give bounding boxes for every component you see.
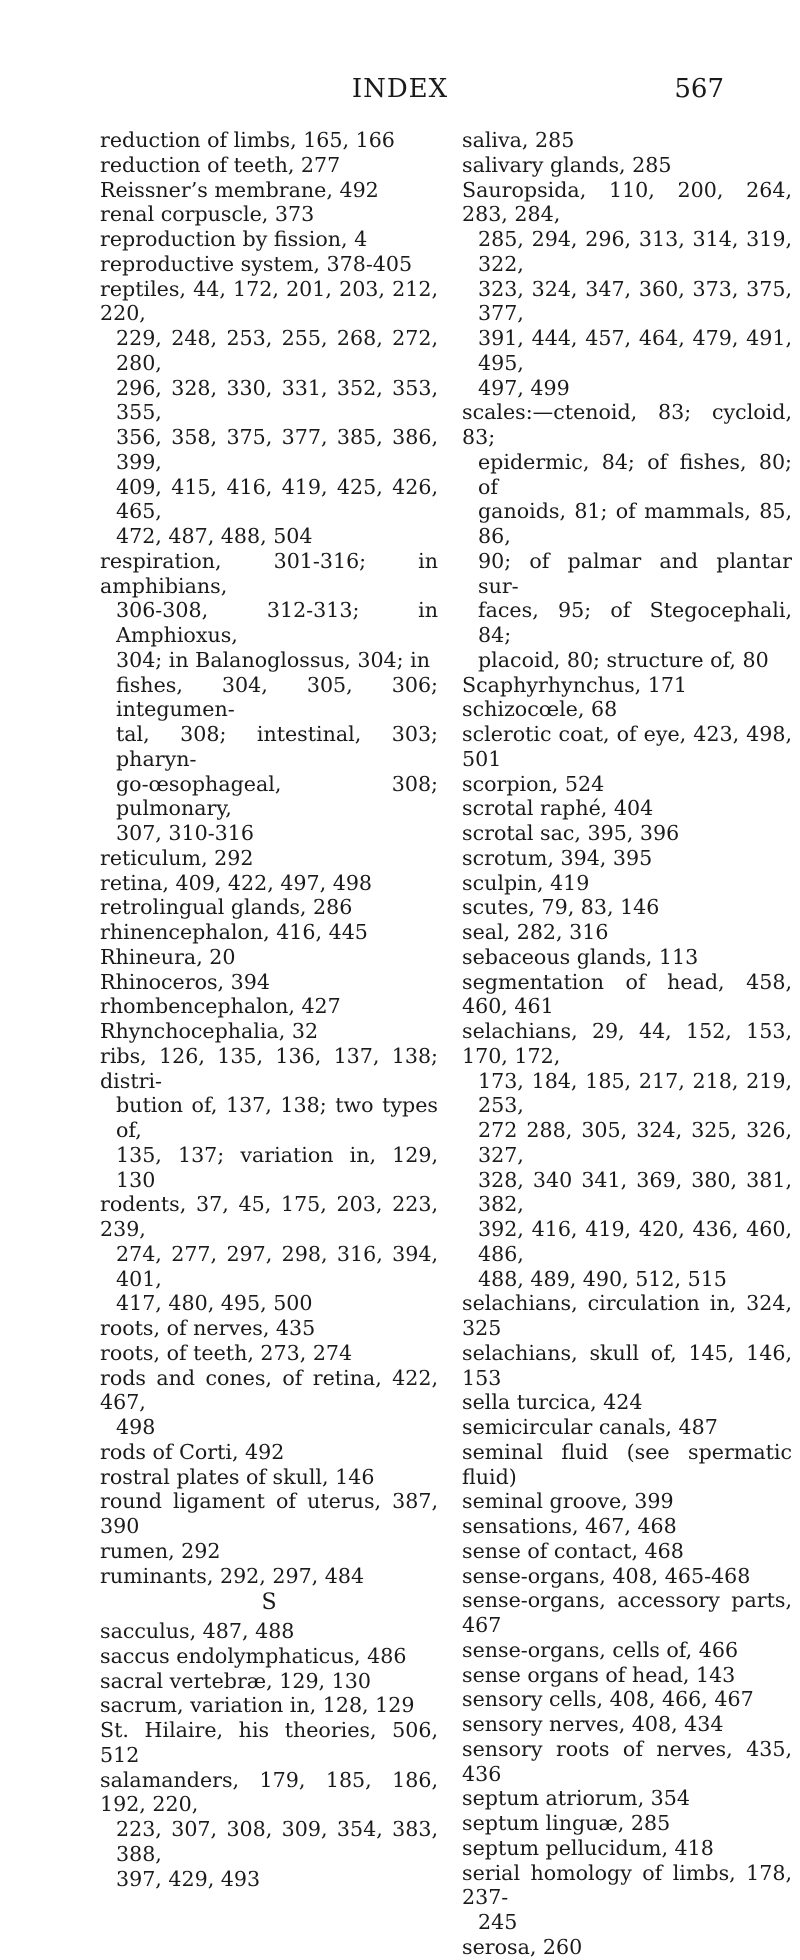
index-entry-line: sense-organs, cells of, 466 bbox=[462, 1637, 739, 1662]
index-entry bbox=[100, 871, 438, 896]
index-entry-line: ribs, 126, 135, 136, 137, 138; distri- bbox=[100, 1043, 438, 1093]
page-header bbox=[0, 74, 800, 110]
left-column bbox=[100, 128, 438, 1891]
index-entry-line: reproduction by fission, 4 bbox=[100, 227, 368, 251]
index-entry-line: sensory nerves, 408, 434 bbox=[462, 1712, 724, 1736]
index-entry bbox=[462, 1712, 792, 1737]
index-entry-continuation: 498 bbox=[116, 1415, 156, 1439]
index-entry bbox=[462, 153, 792, 178]
index-entry-line: Scaphyrhynchus, 171 bbox=[462, 672, 688, 697]
index-entry bbox=[462, 673, 792, 698]
index-entry bbox=[100, 202, 438, 227]
index-entry-continuation: 307, 310-316 bbox=[116, 821, 254, 845]
index-entry bbox=[462, 970, 792, 1020]
index-entry-continuation: fishes, 304, 305, 306; integumen- bbox=[116, 672, 438, 722]
index-entry-line: septum atriorum, 354 bbox=[462, 1786, 690, 1811]
section-letter-heading: S bbox=[261, 1590, 277, 1616]
index-entry-line: reptiles, 44, 172, 201, 203, 212, 220, bbox=[100, 276, 438, 326]
index-entry bbox=[100, 1693, 438, 1718]
right-column bbox=[462, 128, 792, 1960]
index-entry-line: reticulum, 292 bbox=[100, 845, 254, 870]
index-entry-line: serial homology of limbs, 178, 237- bbox=[462, 1860, 792, 1910]
index-entry-line: selachians, 29, 44, 152, 153, 170, 172, bbox=[462, 1019, 792, 1068]
index-entry-line: semicircular canals, 487 bbox=[462, 1415, 718, 1439]
index-entry-line: Rhinoceros, 394 bbox=[100, 969, 270, 994]
index-entry bbox=[100, 970, 438, 995]
index-entry-continuation: 488, 489, 490, 512, 515 bbox=[478, 1266, 727, 1291]
index-entry bbox=[100, 1619, 438, 1644]
index-entry-line: saccus endolymphaticus, 486 bbox=[100, 1643, 407, 1668]
index-entry bbox=[100, 1465, 438, 1490]
index-entry bbox=[462, 1935, 792, 1960]
index-entry-line: seminal fluid (see spermatic fluid) bbox=[462, 1439, 792, 1489]
index-entry-line: roots, of teeth, 273, 274 bbox=[100, 1340, 353, 1365]
index-entry-line: sacral vertebræ, 129, 130 bbox=[100, 1668, 371, 1693]
index-entry bbox=[100, 1192, 438, 1316]
index-entry-line: reproductive system, 378-405 bbox=[100, 251, 413, 276]
index-entry-line: sacrum, variation in, 128, 129 bbox=[100, 1693, 415, 1718]
left-s-entries bbox=[100, 1619, 438, 1891]
index-entry bbox=[462, 1564, 792, 1589]
index-entry-line: sacculus, 487, 488 bbox=[100, 1619, 295, 1643]
index-entry bbox=[462, 945, 792, 970]
index-entry bbox=[100, 1316, 438, 1341]
index-entry-continuation: 229, 248, 253, 255, 268, 272, 280, bbox=[116, 326, 438, 375]
index-entry bbox=[100, 227, 438, 252]
index-entry-continuation: 274, 277, 297, 298, 316, 394, 401, bbox=[116, 1241, 438, 1291]
index-entry bbox=[100, 1440, 438, 1465]
index-entry-line: salamanders, 179, 185, 186, 192, 220, bbox=[100, 1767, 438, 1817]
running-title: INDEX bbox=[351, 74, 449, 104]
index-entry bbox=[462, 697, 792, 722]
index-entry-line: seal, 282, 316 bbox=[462, 920, 609, 944]
index-entry-line: scrotal raphé, 404 bbox=[462, 796, 654, 821]
index-entry bbox=[462, 1737, 792, 1787]
index-entry-continuation: 397, 429, 493 bbox=[116, 1866, 261, 1891]
index-entry bbox=[462, 1539, 792, 1564]
index-entry bbox=[100, 994, 438, 1019]
index-entry-continuation: 328, 340 341, 369, 380, 381, 382, bbox=[478, 1167, 792, 1217]
index-entry-continuation: 417, 480, 495, 500 bbox=[116, 1291, 313, 1316]
index-entry bbox=[462, 1687, 792, 1712]
index-entry-line: selachians, skull of, 145, 146, 153 bbox=[462, 1340, 792, 1390]
index-entry bbox=[462, 772, 792, 797]
index-entry bbox=[100, 945, 438, 970]
index-entry-line: scrotum, 394, 395 bbox=[462, 845, 653, 870]
index-entry-continuation: tal, 308; intestinal, 303; pharyn- bbox=[116, 722, 438, 771]
index-entry bbox=[462, 1514, 792, 1539]
index-entry-line: Rhineura, 20 bbox=[100, 944, 236, 969]
index-entry-line: rhombencephalon, 427 bbox=[100, 994, 341, 1019]
index-entry-continuation: faces, 95; of Stegocephali, 84; bbox=[478, 598, 792, 647]
index-entry bbox=[462, 178, 792, 401]
index-entry-continuation: 223, 307, 308, 309, 354, 383, 388, bbox=[116, 1817, 438, 1866]
index-entry bbox=[462, 796, 792, 821]
index-entry-continuation: 392, 416, 419, 420, 436, 460, 486, bbox=[478, 1217, 792, 1266]
index-entry bbox=[462, 846, 792, 871]
index-entry-line: sensory cells, 408, 466, 467 bbox=[462, 1687, 754, 1712]
index-entry bbox=[100, 895, 438, 920]
index-entry-line: septum linguæ, 285 bbox=[462, 1811, 671, 1835]
index-entry bbox=[100, 1366, 438, 1440]
index-entry bbox=[100, 1044, 438, 1193]
index-entry-line: scutes, 79, 83, 146 bbox=[462, 895, 660, 920]
index-entry bbox=[462, 1390, 792, 1415]
index-entry bbox=[462, 1786, 792, 1811]
page-number: 567 bbox=[674, 74, 724, 104]
index-entry-continuation: bution of, 137, 138; two types of, bbox=[116, 1093, 438, 1142]
index-entry-line: rhinencephalon, 416, 445 bbox=[100, 920, 368, 944]
index-entry-continuation: 245 bbox=[478, 1910, 518, 1934]
index-entry bbox=[100, 252, 438, 277]
index-entry bbox=[100, 549, 438, 846]
index-entry-line: scorpion, 524 bbox=[462, 771, 605, 796]
index-entry-line: rods of Corti, 492 bbox=[100, 1439, 285, 1464]
index-entry-line: reduction of teeth, 277 bbox=[100, 152, 341, 177]
index-entry-continuation: 323, 324, 347, 360, 373, 375, 377, bbox=[478, 276, 792, 326]
index-entry-line: Sauropsida, 110, 200, 264, 283, 284, bbox=[462, 177, 792, 227]
index-entry-continuation: 173, 184, 185, 217, 218, 219, 253, bbox=[478, 1068, 792, 1118]
index-entry bbox=[462, 1415, 792, 1440]
index-entry-line: sebaceous glands, 113 bbox=[462, 944, 699, 969]
left-r-entries bbox=[100, 128, 438, 1588]
index-entry bbox=[100, 153, 438, 178]
index-entry bbox=[462, 1638, 792, 1663]
index-entry-line: rodents, 37, 45, 175, 203, 223, 239, bbox=[100, 1192, 438, 1241]
index-entry bbox=[100, 1539, 438, 1564]
index-entry-line: rostral plates of skull, 146 bbox=[100, 1464, 375, 1489]
index-entry-line: sense-organs, accessory parts, 467 bbox=[462, 1588, 792, 1637]
index-entry-line: saliva, 285 bbox=[462, 128, 575, 152]
index-entry-continuation: 409, 415, 416, 419, 425, 426, 465, bbox=[116, 474, 438, 524]
index-entry bbox=[462, 1440, 792, 1490]
index-entry-line: ruminants, 292, 297, 484 bbox=[100, 1563, 365, 1588]
index-entry bbox=[462, 1291, 792, 1341]
index-entry bbox=[462, 1836, 792, 1861]
index-entry-line: Reissner’s membrane, 492 bbox=[100, 177, 379, 202]
index-entry bbox=[100, 277, 438, 549]
index-entry bbox=[462, 1811, 792, 1836]
index-entry-continuation: 296, 328, 330, 331, 352, 353, 355, bbox=[116, 375, 438, 425]
index-entry bbox=[100, 1718, 438, 1768]
index-entry-line: retrolingual glands, 286 bbox=[100, 895, 353, 920]
index-entry bbox=[462, 920, 792, 945]
index-entry-line: roots, of nerves, 435 bbox=[100, 1316, 316, 1340]
index-entry-line: serosa, 260 bbox=[462, 1934, 583, 1959]
index-entry bbox=[100, 1019, 438, 1044]
index-entry bbox=[462, 1663, 792, 1688]
index-entry-continuation: 272 288, 305, 324, 325, 326, 327, bbox=[478, 1118, 792, 1167]
index-entry bbox=[100, 1341, 438, 1366]
index-entry bbox=[462, 1341, 792, 1391]
index-entry-continuation: 135, 137; variation in, 129, 130 bbox=[116, 1142, 438, 1192]
index-entry bbox=[100, 128, 438, 153]
index-entry-continuation: 497, 499 bbox=[478, 375, 570, 400]
index-entry-continuation: 90; of palmar and plantar sur- bbox=[478, 548, 792, 598]
index-entry bbox=[100, 846, 438, 871]
index-entry-line: salivary glands, 285 bbox=[462, 152, 672, 177]
index-entry-line: septum pellucidum, 418 bbox=[462, 1835, 714, 1860]
index-entry-line: renal corpuscle, 373 bbox=[100, 202, 315, 227]
index-entry-continuation: placoid, 80; structure of, 80 bbox=[478, 647, 769, 672]
index-entry bbox=[100, 1768, 438, 1892]
index-entry bbox=[462, 821, 792, 846]
index-entry bbox=[462, 1861, 792, 1935]
index-entry bbox=[100, 920, 438, 945]
index-entry-line: sense organs of head, 143 bbox=[462, 1662, 736, 1687]
index-entry-line: rods and cones, of retina, 422, 467, bbox=[100, 1365, 438, 1415]
index-entry-continuation: epidermic, 84; of fishes, 80; of bbox=[478, 449, 792, 499]
index-entry-continuation: 356, 358, 375, 377, 385, 386, 399, bbox=[116, 425, 438, 474]
index-entry bbox=[462, 871, 792, 896]
index-entry-continuation: 472, 487, 488, 504 bbox=[116, 524, 313, 548]
index-entry-continuation: 304; in Balanoglossus, 304; in bbox=[116, 647, 430, 672]
index-entry-line: Rhynchocephalia, 32 bbox=[100, 1019, 319, 1043]
index-entry-line: sensations, 467, 468 bbox=[462, 1514, 677, 1538]
index-entry bbox=[100, 1564, 438, 1589]
index-entry bbox=[462, 128, 792, 153]
index-entry-line: sculpin, 419 bbox=[462, 870, 590, 895]
index-entry bbox=[462, 1019, 792, 1291]
index-entry-line: scales:—ctenoid, 83; cycloid, 83; bbox=[462, 400, 792, 449]
index-entry bbox=[462, 895, 792, 920]
index-entry bbox=[462, 400, 792, 672]
index-entry-continuation: ganoids, 81; of mammals, 85, 86, bbox=[478, 499, 792, 548]
index-entry bbox=[462, 1588, 792, 1638]
index-entry bbox=[100, 178, 438, 203]
index-entry-line: segmentation of head, 458, 460, 461 bbox=[462, 969, 792, 1019]
index-entry-line: seminal groove, 399 bbox=[462, 1489, 674, 1514]
index-entry-line: sclerotic coat, of eye, 423, 498, 501 bbox=[462, 722, 792, 771]
index-entry-line: round ligament of uterus, 387, 390 bbox=[100, 1489, 438, 1538]
index-entry bbox=[462, 1489, 792, 1514]
index-entry-line: scrotal sac, 395, 396 bbox=[462, 821, 680, 845]
index-entry-continuation: go-œsophageal, 308; pulmonary, bbox=[116, 771, 438, 821]
index-entry-line: sella turcica, 424 bbox=[462, 1390, 643, 1415]
index-entry-line: rumen, 292 bbox=[100, 1538, 221, 1563]
index-entry-line: selachians, circulation in, 324, 325 bbox=[462, 1291, 792, 1340]
index-entry-continuation: 285, 294, 296, 313, 314, 319, 322, bbox=[478, 227, 792, 276]
index-entry-line: schizocœle, 68 bbox=[462, 697, 618, 722]
index-entry-line: retina, 409, 422, 497, 498 bbox=[100, 870, 373, 895]
index-entry-continuation: 306-308, 312-313; in Amphioxus, bbox=[116, 598, 438, 647]
index-entry-line: sense-organs, 408, 465-468 bbox=[462, 1563, 751, 1588]
index-entry bbox=[100, 1489, 438, 1539]
index-entry-line: St. Hilaire, his theories, 506, 512 bbox=[100, 1718, 438, 1767]
index-entry bbox=[462, 722, 792, 772]
index-entry bbox=[100, 1644, 438, 1669]
index-entry-continuation: 391, 444, 457, 464, 479, 491, 495, bbox=[478, 326, 792, 375]
index-entry-line: sensory roots of nerves, 435, 436 bbox=[462, 1736, 792, 1786]
index-entry bbox=[100, 1669, 438, 1694]
index-entry-line: reduction of limbs, 165, 166 bbox=[100, 128, 395, 152]
index-entry-line: sense of contact, 468 bbox=[462, 1538, 684, 1563]
index-entry-line: respiration, 301-316; in amphibians, bbox=[100, 548, 438, 598]
